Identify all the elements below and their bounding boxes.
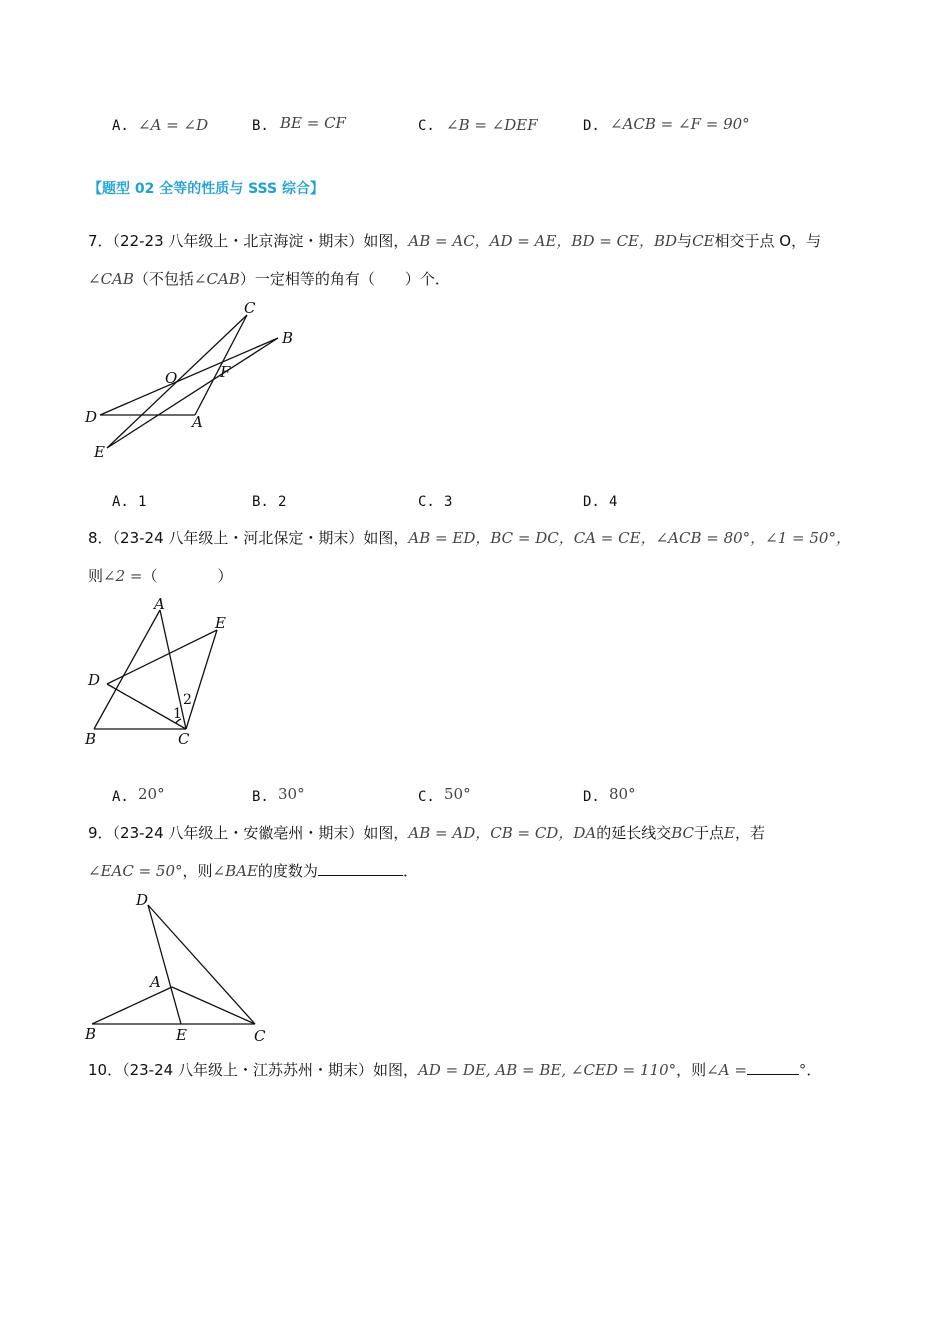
q7-option-d-text: 4: [609, 494, 618, 510]
q7-label-c: C: [244, 299, 256, 317]
q7-option-d-letter: D.: [583, 494, 600, 510]
q7-label-d: D: [85, 408, 98, 426]
q9-label-b: B: [85, 1025, 97, 1043]
q8-option-c-text: 50°: [444, 785, 471, 803]
q6-option-c-letter: C.: [418, 118, 435, 134]
q7-option-c-text: 3: [444, 494, 453, 510]
section-title: 题型 02 全等的性质与 SSS 综合: [102, 181, 310, 197]
q10-source: （23-24 八年级上・江苏苏州・期末）如图，: [122, 1061, 418, 1079]
q7-option-a-letter: A.: [112, 494, 129, 510]
q9-label-e: E: [176, 1026, 187, 1044]
q9-e: E: [724, 824, 735, 842]
q6-option-d-text: ∠ACB = ∠F = 90°: [610, 115, 750, 133]
q7-mid: 与: [677, 232, 693, 250]
q9-line2-a: ，则: [182, 862, 213, 880]
q7-option-c-letter: C.: [418, 494, 435, 510]
q7-tail: 相交于点 O，与: [714, 232, 822, 250]
q7-source: （22-23 八年级上・北京海淀・期末）如图，: [112, 232, 409, 250]
q7-label-e: E: [94, 443, 105, 461]
q10-number: 10．: [88, 1061, 123, 1079]
q7-line2-b: ）一定相等的角有（ ）个．: [239, 270, 450, 288]
section-bracket-close: 】: [309, 181, 324, 197]
q7-option-a-text: 1: [138, 494, 147, 510]
q6-option-a-letter: A.: [112, 118, 129, 134]
q7-label-a: A: [192, 413, 203, 431]
q6-option-c-text: ∠B = ∠DEF: [446, 116, 538, 134]
q7-angle2: ∠CAB: [193, 270, 240, 288]
q9-number: 9．: [88, 824, 113, 842]
q9-tail3: ，若: [734, 824, 765, 842]
q9-bc: BC: [671, 824, 694, 842]
q8-label-2: 2: [183, 692, 192, 708]
q7-line2-a: （不包括: [133, 270, 194, 288]
q9-conditions: AB = AD，CB = CD，DA: [408, 824, 597, 842]
q7-label-b: B: [282, 329, 294, 347]
q7-angle: ∠CAB: [88, 270, 134, 288]
q9-condition-angle: ∠EAC = 50°: [88, 862, 183, 880]
q8-number: 8．: [88, 529, 113, 547]
q8-label-1: 1: [173, 706, 182, 722]
q7-segment-be: [107, 338, 278, 448]
q6-option-a-text: ∠A = ∠D: [138, 116, 209, 134]
q8-line2: [88, 565, 232, 586]
q8-label-c: C: [178, 730, 190, 748]
q8-segment-ba: [94, 610, 160, 729]
q8-angle: ∠2 =: [103, 567, 143, 585]
q6-option-b-letter: B.: [252, 118, 269, 134]
q10-degree: °: [798, 1061, 807, 1079]
q9-line2-b: 的度数为: [257, 862, 318, 880]
q7-line2: [88, 268, 450, 289]
q8-label-b: B: [85, 730, 97, 748]
q9-segment-ac: [172, 987, 255, 1024]
q10-line: [88, 1059, 821, 1080]
q6-option-d-letter: D.: [583, 118, 600, 134]
q8-option-c-letter: C.: [418, 789, 435, 805]
q7-label-o: O: [165, 369, 178, 387]
q8-line1: [88, 527, 851, 548]
q7-number: 7．: [88, 232, 113, 250]
q8-conditions: AB = ED，BC = DC，CA = CE，∠ACB = 80°，∠1 = 50°，: [408, 529, 851, 547]
q9-figure: [80, 885, 280, 1045]
q7-segment-bd: [100, 338, 278, 415]
q9-angle: ∠BAE: [212, 862, 258, 880]
q8-option-a-text: 20°: [138, 785, 165, 803]
q7-label-f: F: [220, 363, 231, 381]
q9-label-c: C: [254, 1027, 266, 1045]
q9-line2: [88, 860, 418, 881]
q6-option-b-text: BE = CF: [280, 114, 346, 132]
q9-answer-blank[interactable]: [318, 861, 403, 876]
q7-option-b-letter: B.: [252, 494, 269, 510]
q7-figure: [80, 295, 310, 465]
q10-tail: ，则: [676, 1061, 707, 1079]
q8-label-a: A: [154, 595, 165, 613]
q8-line2-b: （ ）: [142, 567, 233, 585]
q8-option-a-letter: A.: [112, 789, 129, 805]
q7-ce: CE: [692, 232, 715, 250]
q9-label-a: A: [150, 973, 161, 991]
q8-source: （23-24 八年级上・河北保定・期末）如图，: [112, 529, 409, 547]
q8-segment-ec: [186, 630, 217, 729]
q7-conditions: AB = AC，AD = AE，BD = CE，BD: [408, 232, 678, 250]
q10-end: ．: [806, 1061, 822, 1079]
q9-tail1: 的延长线交: [596, 824, 672, 842]
q8-label-d: D: [88, 671, 101, 689]
q8-label-e: E: [215, 614, 226, 632]
q8-line2-a: 则: [88, 567, 104, 585]
q9-segment-ba: [92, 987, 172, 1024]
q8-option-d-text: 80°: [609, 785, 636, 803]
q10-angle: ∠A =: [706, 1061, 747, 1079]
q8-figure: [80, 592, 250, 752]
q8-option-d-letter: D.: [583, 789, 600, 805]
q9-line1: [88, 822, 765, 843]
q10-answer-blank[interactable]: [747, 1060, 799, 1075]
section-bracket-open: 【: [88, 181, 102, 197]
q9-line2-end: ．: [402, 862, 418, 880]
q9-tail2: 于点: [694, 824, 725, 842]
q7-line1: [88, 230, 821, 251]
q8-option-b-text: 30°: [278, 785, 305, 803]
q9-source: （23-24 八年级上・安徽亳州・期末）如图，: [112, 824, 409, 842]
q7-option-b-text: 2: [278, 494, 287, 510]
q9-label-d: D: [136, 891, 149, 909]
q10-conditions: AD = DE, AB = BE, ∠CED = 110°: [417, 1061, 677, 1079]
section-heading: [88, 178, 324, 198]
q8-segment-de: [107, 630, 217, 684]
q8-option-b-letter: B.: [252, 789, 269, 805]
